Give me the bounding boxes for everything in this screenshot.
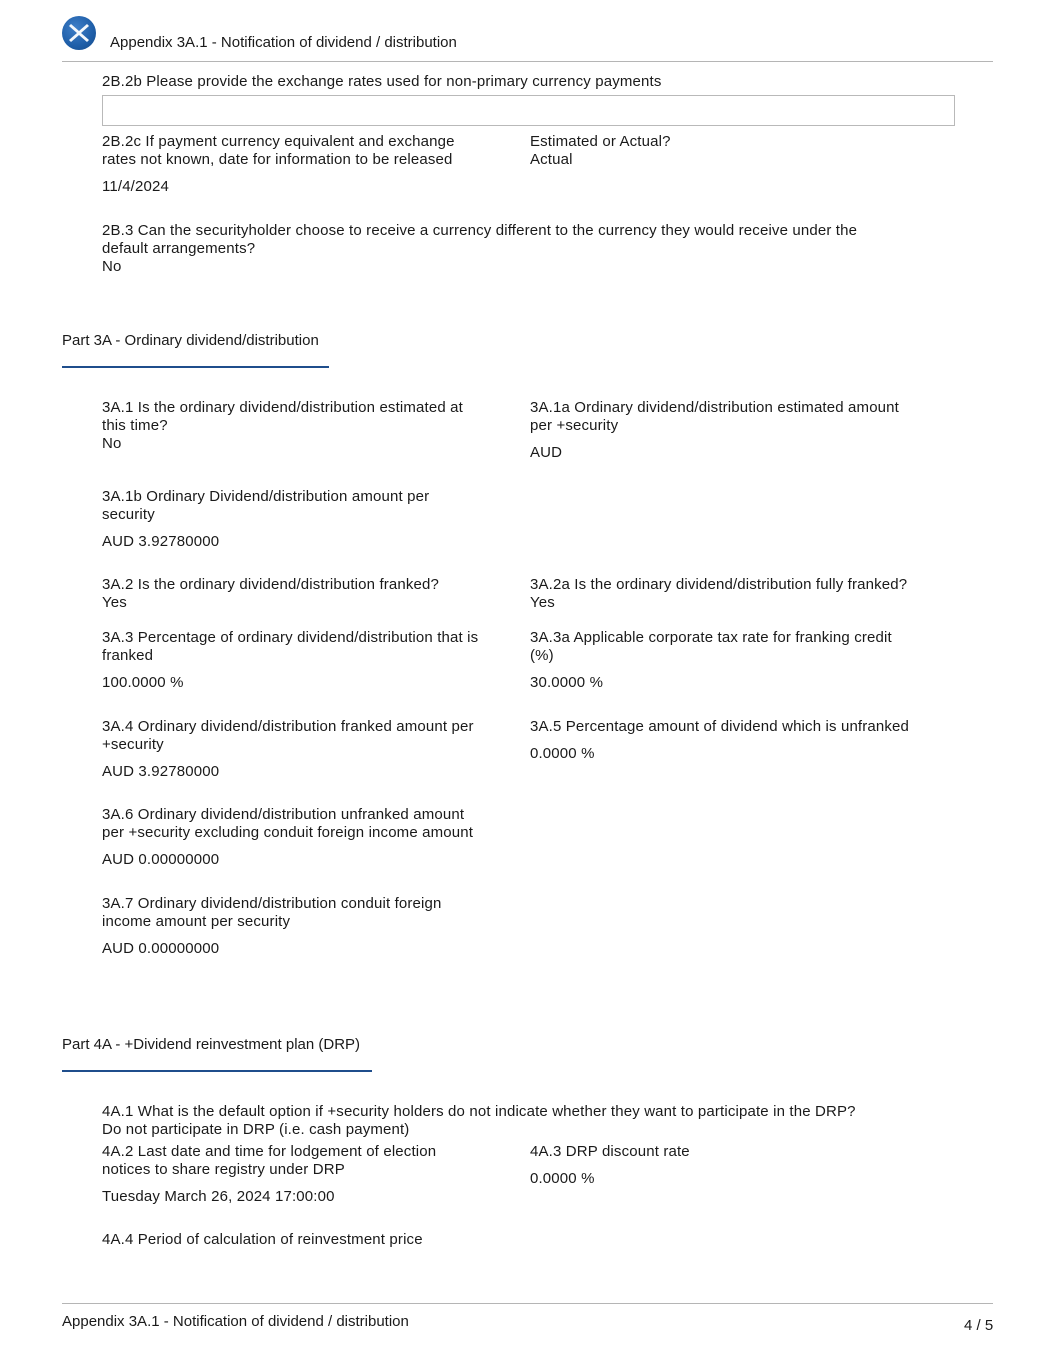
q3a2a-label: 3A.2a Is the ordinary dividend/distribution fully franked?: [530, 576, 908, 593]
q4a2-label-line2: notices to share registry under DRP: [102, 1161, 345, 1178]
q4a3-value: 0.0000 %: [530, 1170, 595, 1187]
q3a3-value: 100.0000 %: [102, 674, 184, 691]
q2b2b-label: 2B.2b Please provide the exchange rates used for non-primary currency payments: [102, 73, 662, 90]
part4a-title: Part 4A - +Dividend reinvestment plan (DRP): [62, 1036, 361, 1053]
footer-title: Appendix 3A.1 - Notification of dividend / distribution: [62, 1313, 409, 1330]
q3a1a-value: AUD: [530, 444, 563, 461]
header-rule: [62, 61, 993, 62]
q3a3a-label-line2: (%): [530, 647, 554, 664]
q3a4-label-line1: 3A.4 Ordinary dividend/distribution franked amount per: [102, 718, 474, 735]
q3a3-label-line1: 3A.3 Percentage of ordinary dividend/distribution that is: [102, 629, 479, 646]
q3a3-label-line2: franked: [102, 647, 154, 664]
q3a7-value: AUD 0.00000000: [102, 940, 220, 957]
q3a6-label-line2: per +security excluding conduit foreign income amount: [102, 824, 474, 841]
q3a5-label: 3A.5 Percentage amount of dividend which is unfranked: [530, 718, 910, 735]
q4a3-label: 4A.3 DRP discount rate: [530, 1143, 690, 1160]
q3a1-label-line2: this time?: [102, 417, 168, 434]
q3a6-value: AUD 0.00000000: [102, 851, 220, 868]
q3a7-label-line1: 3A.7 Ordinary dividend/distribution conduit foreign: [102, 895, 442, 912]
q2b3-label-line2: default arrangements?: [102, 240, 256, 257]
q3a2-value: Yes: [102, 594, 127, 611]
q2b3-label-line1: 2B.3 Can the securityholder choose to receive a currency different to the currency they would receive under the: [102, 222, 858, 239]
q4a2-label-line1: 4A.2 Last date and time for lodgement of election: [102, 1143, 437, 1160]
q4a2-value: Tuesday March 26, 2024 17:00:00: [102, 1188, 335, 1205]
q4a1-value: Do not participate in DRP (i.e. cash payment): [102, 1121, 410, 1138]
q2b2c-label-line2: rates not known, date for information to be released: [102, 151, 453, 168]
asx-logo: [62, 16, 96, 50]
q3a2a-value: Yes: [530, 594, 555, 611]
q3a1b-label-line1: 3A.1b Ordinary Dividend/distribution amount per: [102, 488, 430, 505]
part4a-underline: [62, 1070, 372, 1072]
q4a1-label: 4A.1 What is the default option if +security holders do not indicate whether they want to participate in the DRP?: [102, 1103, 856, 1120]
part3a-underline: [62, 366, 329, 368]
q3a2-label: 3A.2 Is the ordinary dividend/distribution franked?: [102, 576, 440, 593]
q3a1b-label-line2: security: [102, 506, 155, 523]
q4a4-label: 4A.4 Period of calculation of reinvestment price: [102, 1231, 423, 1248]
page-number: 4 / 5: [964, 1317, 994, 1334]
q3a3a-value: 30.0000 %: [530, 674, 604, 691]
q2b2b-input-box: [102, 95, 955, 126]
q2b2c-label-line1: 2B.2c If payment currency equivalent and exchange: [102, 133, 455, 150]
q3a1b-value: AUD 3.92780000: [102, 533, 220, 550]
q3a1a-label-line1: 3A.1a Ordinary dividend/distribution estimated amount: [530, 399, 899, 416]
q3a4-label-line2: +security: [102, 736, 164, 753]
q3a4-value: AUD 3.92780000: [102, 763, 220, 780]
q3a1-label-line1: 3A.1 Is the ordinary dividend/distribution estimated at: [102, 399, 463, 416]
estimated-label: Estimated or Actual?: [530, 133, 671, 150]
estimated-value: Actual: [530, 151, 573, 168]
q2b2c-value: 11/4/2024: [102, 178, 169, 195]
asx-logo-icon: [62, 16, 96, 50]
q3a5-value: 0.0000 %: [530, 745, 595, 762]
footer-rule: [62, 1303, 993, 1304]
q3a6-label-line1: 3A.6 Ordinary dividend/distribution unfranked amount: [102, 806, 465, 823]
header-title: Appendix 3A.1 - Notification of dividend / distribution: [110, 34, 457, 51]
q3a1a-label-line2: per +security: [530, 417, 619, 434]
part3a-title: Part 3A - Ordinary dividend/distribution: [62, 332, 319, 349]
q3a7-label-line2: income amount per security: [102, 913, 291, 930]
q2b3-value: No: [102, 258, 122, 275]
q3a3a-label-line1: 3A.3a Applicable corporate tax rate for franking credit: [530, 629, 892, 646]
q3a1-value: No: [102, 435, 122, 452]
